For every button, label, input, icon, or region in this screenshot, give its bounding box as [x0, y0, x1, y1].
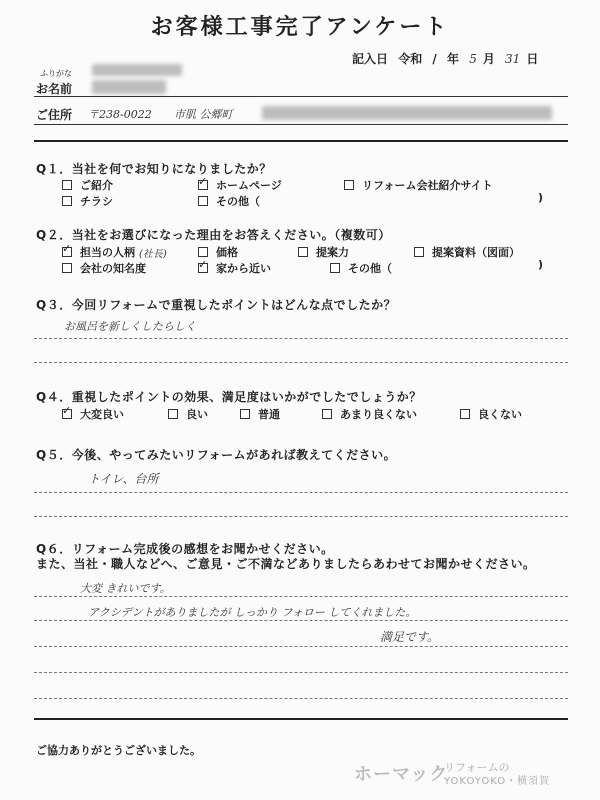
company-logo-sub: リフォームの — [444, 761, 510, 774]
q4-option-bad[interactable]: 良くない — [460, 406, 522, 422]
q4-option-very-good[interactable]: ✓ 大変良い — [62, 406, 124, 422]
checkbox-icon[interactable] — [240, 409, 250, 419]
q2-option-staff[interactable]: ✓ 担当の人柄 (社長) — [62, 244, 167, 260]
q4-option-good[interactable]: 良い — [168, 406, 208, 422]
q6-answer-line3: 満足です。 — [380, 630, 440, 644]
month-suffix: 月 — [482, 52, 495, 66]
q6-question: Q６．リフォーム完成後の感想をお聞かせください。 — [36, 542, 334, 556]
checkbox-icon[interactable] — [168, 409, 178, 419]
checked-checkbox-icon[interactable] — [198, 263, 208, 273]
q6-answer-line-b — [34, 620, 568, 621]
postal-code: 〒238-0022 — [88, 108, 152, 121]
q5-question: Q５．今後、やってみたいリフォームがあれば教えてください。 — [36, 448, 397, 462]
q6-answer-line-e — [34, 698, 568, 699]
checkbox-icon[interactable] — [62, 180, 72, 190]
checkbox-icon[interactable] — [460, 409, 470, 419]
checkbox-icon[interactable] — [344, 180, 354, 190]
q3-answer-line-2 — [34, 362, 568, 363]
q4-question: Q４．重視したポイントの効果、満足度はいかがでしたでしょうか？ — [36, 390, 422, 404]
q6-answer-line-d — [34, 672, 568, 673]
q2-question: Q２．当社をお選びになった理由をお答えください。（複数可） — [36, 228, 391, 242]
q2-option-reputation[interactable]: 会社の知名度 — [62, 260, 146, 276]
header-divider — [34, 140, 568, 142]
q2-option-other[interactable]: その他（ — [330, 260, 392, 276]
company-logo: ホーマック — [354, 764, 449, 785]
q6-answer-line-a — [34, 596, 568, 597]
q1-question: Q１．当社を何でお知りになりましたか？ — [36, 162, 272, 176]
checkbox-icon[interactable] — [322, 409, 332, 419]
checkbox-icon[interactable] — [62, 263, 72, 273]
survey-sheet: お客様工事完了アンケート 記入日 令和 / 年 5 月 31 日 ふりがな お名前 ご住所 〒238-0022 市肌 公郷町 Q１．当社を何でお知りになりましたか？ ご紹介 ✓ ホームページ リフォーム会社紹介サイト チラシ その他（ ) Q２．当社をお選びになった理由をお答えください。（複数可） ✓ 担当の人柄 (社長) 価格 提案力 提案資料（図面） 会社の知名度 ✓ 家から近い その他（ ) Q３．今回リフォームで重視したポイントはどんな点でしたか？ お風呂を新しくしたらしく Q４．重視したポイントの効果、満足度はいかがでしたでしょうか？ ✓ 大変良い 良い 普通 あまり良くない 良くない Q５．今後、やってみたいリフォームがあれば教えてください。 トイレ、台所 Q６．リフォーム完成後の感想をお聞かせください。 また、当社・職人などへ、ご意見・ご不満などありましたらあわせてお聞かせください。 大変 きれいです。 アクシデントがありましたが しっかり フォロー してくれました。 満足です。 ご協力ありがとうございました。 ホーマック リフォームの YOKOYOKO・横須賀 — [0, 0, 600, 800]
q1-option-referral[interactable]: ご紹介 — [62, 177, 113, 193]
footer-divider — [34, 718, 568, 720]
q2-option-documents[interactable]: 提案資料（図面） — [414, 244, 520, 260]
furigana-label: ふりがな — [40, 69, 72, 78]
q3-answer: お風呂を新しくしたらしく — [64, 320, 196, 333]
redacted-address — [262, 106, 552, 120]
day-value: 31 — [505, 52, 521, 66]
checkbox-icon[interactable] — [198, 247, 208, 257]
month-value: 5 — [469, 52, 477, 66]
entry-date-label: 記入日 — [352, 52, 389, 66]
q1-option-flyer[interactable]: チラシ — [62, 193, 113, 209]
company-logo-sub2: YOKOYOKO・横須賀 — [444, 776, 551, 787]
q6-answer-line1: 大変 きれいです。 — [80, 582, 171, 595]
checkbox-icon[interactable] — [62, 196, 72, 206]
q6-answer-line2: アクシデントがありましたが しっかり フォロー してくれました。 — [88, 606, 417, 619]
entry-date: 記入日 令和 / 年 5 月 31 日 — [352, 52, 539, 66]
checkbox-icon[interactable] — [414, 247, 424, 257]
address-underline — [34, 124, 568, 125]
redacted-furigana — [92, 64, 182, 76]
era-label: 令和 — [398, 52, 423, 66]
q1-option-other[interactable]: その他（ — [198, 193, 260, 209]
q2-staff-note: (社長) — [139, 248, 167, 260]
thank-you-message: ご協力ありがとうございました。 — [36, 744, 201, 757]
q2-option-price[interactable]: 価格 — [198, 244, 238, 260]
checkbox-icon[interactable] — [330, 263, 340, 273]
day-suffix: 日 — [526, 52, 539, 66]
q1-option-homepage[interactable]: ✓ ホームページ — [198, 177, 282, 193]
q6-question-sub: また、当社・職人などへ、ご意見・ご不満などありましたらあわせてお聞かせください。 — [36, 557, 536, 571]
q5-answer-line — [34, 492, 568, 493]
address-label: ご住所 — [36, 108, 73, 122]
name-underline — [34, 96, 568, 97]
year-suffix: 年 — [446, 52, 459, 66]
q6-answer-line-c — [34, 646, 568, 647]
q2-option-proposal[interactable]: 提案力 — [298, 244, 349, 260]
q5-answer: トイレ、台所 — [88, 472, 159, 486]
checkbox-icon[interactable] — [198, 196, 208, 206]
q4-option-average[interactable]: 普通 — [240, 406, 280, 422]
checked-checkbox-icon[interactable] — [62, 247, 72, 257]
q1-option-referral-site[interactable]: リフォーム会社紹介サイト — [344, 177, 493, 193]
q5-answer-line-2 — [34, 516, 568, 517]
name-label: お名前 — [36, 82, 73, 96]
checkbox-icon[interactable] — [298, 247, 308, 257]
survey-title: お客様工事完了アンケート — [150, 15, 450, 40]
q2-option-near-home[interactable]: ✓ 家から近い — [198, 260, 271, 276]
checked-checkbox-icon[interactable] — [198, 180, 208, 190]
q3-question: Q３．今回リフォームで重視したポイントはどんな点でしたか？ — [36, 298, 397, 312]
q3-answer-line — [34, 338, 568, 339]
checked-checkbox-icon[interactable] — [62, 409, 72, 419]
address-handwritten: 市肌 公郷町 — [174, 108, 233, 121]
q4-option-not-good[interactable]: あまり良くない — [322, 406, 417, 422]
redacted-name — [92, 80, 166, 94]
